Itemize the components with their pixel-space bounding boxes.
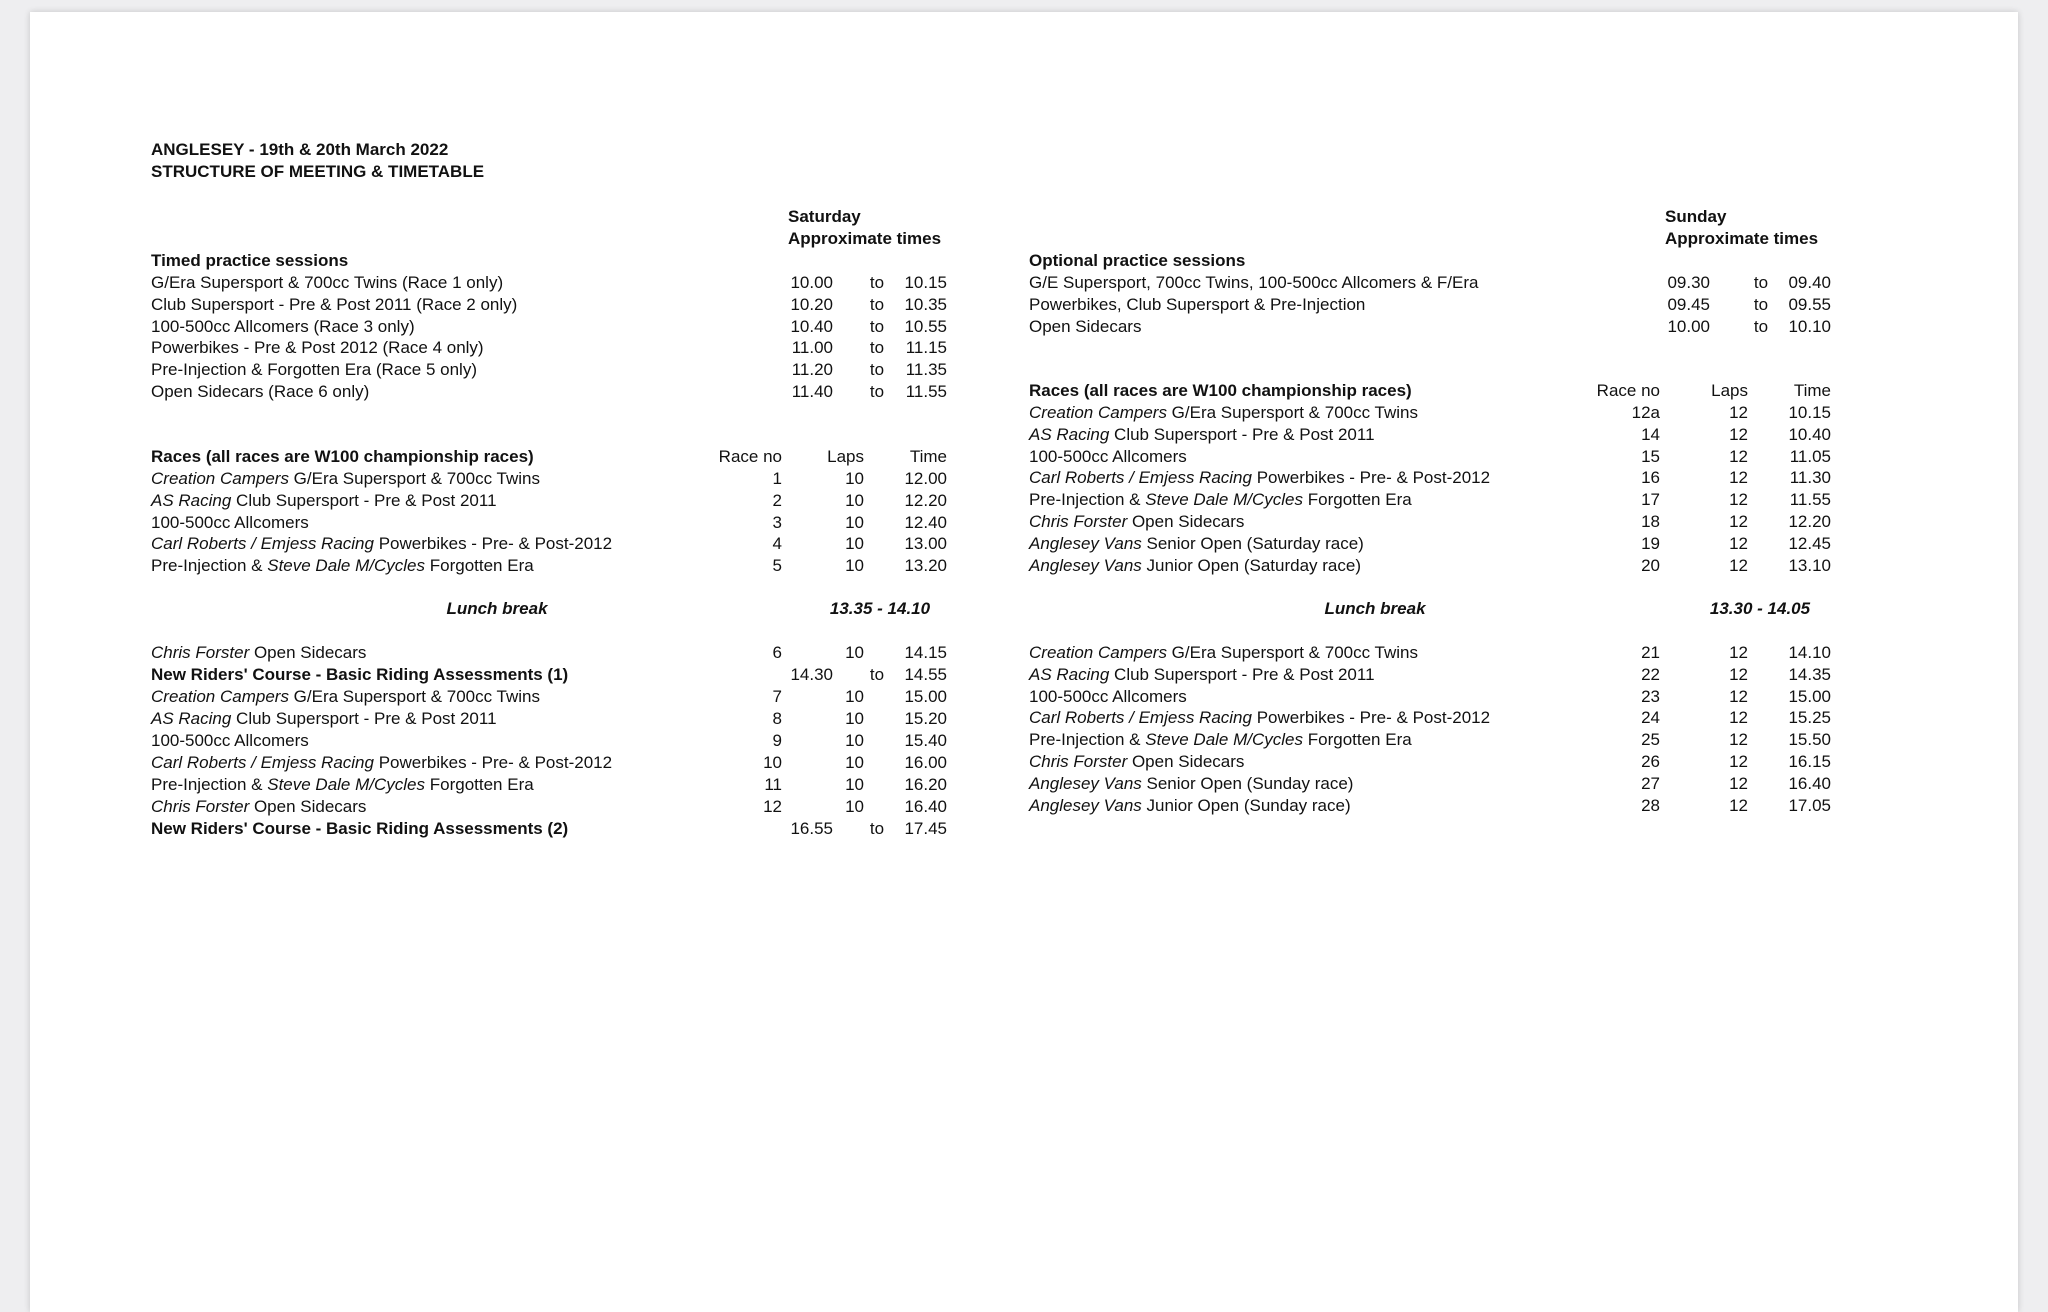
race-number: 15 — [1641, 446, 1660, 466]
race-number: 18 — [1641, 512, 1660, 531]
race-laps: 10 — [845, 512, 864, 532]
race-sponsor-2: Steve Dale M/Cycles — [267, 775, 426, 794]
race-class: Open Sidecars — [249, 643, 367, 662]
race-time: 12.45 — [1788, 533, 1831, 553]
race-sponsor: AS Racing — [151, 490, 232, 510]
race-name — [1029, 511, 1589, 533]
saturday-practice-heading: Timed practice sessions — [151, 251, 349, 270]
race-sponsor: Creation Campers — [151, 687, 289, 706]
race-sponsor: Anglesey Vans — [1029, 555, 1142, 575]
race-class: Junior Open (Saturday race) — [1141, 555, 1361, 575]
race-name — [151, 774, 711, 796]
race-time: 16.20 — [904, 775, 947, 794]
race-laps: 12 — [1729, 664, 1748, 684]
race-laps: 10 — [845, 534, 864, 554]
race-name — [151, 555, 711, 577]
time-from: 11.40 — [791, 382, 833, 401]
race-name — [151, 796, 711, 818]
time-until: 09.40 — [1788, 273, 1831, 292]
sunday-races-heading: Races (all races are W100 championship races) — [1029, 381, 1412, 400]
race-number: 14 — [1641, 424, 1660, 444]
race-number: 28 — [1641, 795, 1660, 815]
race-number: 12 — [763, 797, 782, 816]
race-name — [1029, 489, 1589, 511]
race-name — [1029, 686, 1589, 708]
race-sponsor: AS Racing — [1029, 424, 1110, 444]
race-name — [151, 730, 711, 752]
race-sponsor: Chris Forster — [151, 643, 250, 662]
time-to: to — [869, 273, 885, 292]
race-class: Open Sidecars — [1127, 512, 1245, 531]
race-class: 100-500cc Allcomers — [1029, 446, 1187, 466]
race-sponsor-2: Steve Dale M/Cycles — [1145, 490, 1304, 510]
race-class: G/Era Supersport & 700cc Twins — [1166, 403, 1418, 422]
race-laps: 10 — [845, 469, 864, 488]
time-from: 10.20 — [790, 294, 833, 314]
title-line-2: STRUCTURE OF MEETING & TIMETABLE — [151, 162, 485, 181]
race-time: 12.20 — [904, 490, 947, 510]
practice-session-name: Pre-Injection & Forgotten Era (Race 5 only) — [151, 360, 477, 380]
race-laps: 10 — [845, 687, 864, 706]
practice-session-name: Powerbikes - Pre & Post 2012 (Race 4 only) — [151, 338, 484, 358]
race-number: 6 — [772, 643, 782, 662]
sunday-lunch-time: 13.30 - 14.05 — [1709, 599, 1811, 618]
race-time: 15.20 — [904, 709, 947, 728]
time-from: 16.55 — [790, 819, 833, 838]
new-riders-course-1: New Riders' Course - Basic Riding Assessments (1) — [151, 665, 569, 684]
race-laps: 10 — [845, 797, 864, 816]
time-from: 10.00 — [1667, 316, 1710, 336]
race-laps: 12 — [1729, 403, 1748, 422]
race-class: Club Supersport - Pre & Post 2011 — [231, 490, 497, 510]
race-sponsor: Creation Campers — [151, 469, 289, 488]
col-laps: Laps — [827, 447, 864, 466]
race-laps: 10 — [845, 753, 864, 772]
race-time: 15.25 — [1788, 708, 1831, 728]
race-name — [151, 708, 711, 730]
saturday-lunch-label: Lunch break — [446, 599, 548, 618]
time-until: 11.15 — [905, 338, 947, 358]
race-number: 8 — [772, 709, 782, 728]
race-class: G/Era Supersport & 700cc Twins — [288, 469, 540, 488]
race-time: 14.10 — [1788, 643, 1831, 662]
race-time: 15.00 — [904, 687, 947, 706]
race-laps: 12 — [1729, 555, 1748, 575]
race-number: 5 — [772, 556, 782, 576]
practice-session-name: Open Sidecars — [1029, 316, 1142, 336]
race-laps: 10 — [845, 490, 864, 510]
time-to: to — [869, 338, 885, 358]
race-number: 4 — [772, 534, 782, 554]
race-sponsor: Anglesey Vans — [1029, 773, 1142, 793]
time-to: to — [869, 819, 885, 838]
race-class: Open Sidecars — [249, 797, 367, 816]
race-class-suffix: Forgotten Era — [1303, 490, 1412, 510]
race-name — [1029, 642, 1589, 664]
race-number: 22 — [1641, 664, 1660, 684]
race-class-suffix: Forgotten Era — [1303, 730, 1412, 750]
race-class: Club Supersport - Pre & Post 2011 — [1109, 424, 1375, 444]
race-time: 13.00 — [904, 534, 947, 554]
race-name — [1029, 402, 1589, 424]
race-number: 9 — [772, 731, 782, 750]
race-name — [1029, 467, 1589, 489]
time-until: 17.45 — [904, 819, 947, 838]
race-number: 16 — [1641, 468, 1660, 488]
race-laps: 12 — [1729, 686, 1748, 706]
race-number: 21 — [1641, 643, 1660, 662]
race-sponsor: AS Racing — [1029, 664, 1110, 684]
saturday-day-label: Saturday — [788, 207, 861, 226]
race-name — [151, 642, 711, 664]
race-class: Junior Open (Sunday race) — [1141, 795, 1351, 815]
race-number: 19 — [1641, 533, 1660, 553]
practice-session-name: Powerbikes, Club Supersport & Pre-Injection — [1029, 294, 1366, 314]
race-sponsor: Carl Roberts / Emjess Racing — [151, 753, 374, 772]
new-riders-course-2: New Riders' Course - Basic Riding Assessments (2) — [151, 819, 569, 838]
race-time: 16.15 — [1788, 752, 1831, 771]
race-time: 13.10 — [1788, 555, 1831, 575]
race-time: 10.40 — [1788, 424, 1831, 444]
time-until: 14.55 — [904, 665, 947, 684]
time-from: 09.30 — [1667, 273, 1710, 292]
race-number: 24 — [1641, 708, 1660, 728]
col-laps: Laps — [1711, 381, 1748, 400]
race-sponsor: Creation Campers — [1029, 643, 1167, 662]
race-name — [1029, 446, 1589, 468]
race-time: 15.50 — [1788, 730, 1831, 750]
race-sponsor: Chris Forster — [151, 797, 250, 816]
sunday-approx-label: Approximate times — [1665, 229, 1819, 248]
time-to: to — [1753, 273, 1769, 292]
race-time: 11.05 — [1789, 446, 1831, 466]
race-sponsor: Anglesey Vans — [1029, 533, 1142, 553]
race-class: G/Era Supersport & 700cc Twins — [1166, 643, 1418, 662]
time-to: to — [869, 360, 885, 380]
race-class: Powerbikes - Pre- & Post-2012 — [373, 753, 613, 772]
time-to: to — [1753, 294, 1769, 314]
race-class: Senior Open (Sunday race) — [1141, 773, 1354, 793]
race-name — [1029, 664, 1589, 686]
race-time: 16.40 — [904, 797, 947, 816]
race-laps: 12 — [1729, 490, 1748, 510]
race-laps: 12 — [1729, 752, 1748, 771]
saturday-races-heading: Races (all races are W100 championship races) — [151, 447, 534, 466]
race-number: 20 — [1641, 555, 1660, 575]
time-from: 11.00 — [791, 338, 833, 358]
race-name — [1029, 424, 1589, 446]
race-time: 14.15 — [904, 643, 947, 662]
race-time: 12.40 — [904, 512, 947, 532]
race-class: Club Supersport - Pre & Post 2011 — [231, 709, 497, 728]
race-sponsor: Creation Campers — [1029, 403, 1167, 422]
race-laps: 12 — [1729, 643, 1748, 662]
race-number: 27 — [1641, 773, 1660, 793]
race-name — [1029, 555, 1589, 577]
race-number: 2 — [772, 490, 782, 510]
col-race-no: Race no — [1596, 381, 1660, 400]
race-name — [151, 752, 711, 774]
practice-session-name: G/E Supersport, 700cc Twins, 100-500cc Allcomers & F/Era — [1029, 273, 1479, 292]
race-time: 16.40 — [1788, 773, 1831, 793]
saturday-approx-label: Approximate times — [788, 229, 942, 248]
race-number: 10 — [763, 753, 782, 772]
race-class: 100-500cc Allcomers — [151, 731, 309, 750]
race-number: 26 — [1641, 752, 1660, 771]
race-name — [151, 512, 711, 534]
time-until: 10.15 — [904, 273, 947, 292]
race-time: 11.30 — [1789, 468, 1831, 488]
time-from: 11.20 — [791, 360, 833, 380]
time-from: 14.30 — [790, 665, 833, 684]
race-sponsor-2: Steve Dale M/Cycles — [1145, 730, 1304, 750]
race-sponsor: Carl Roberts / Emjess Racing — [151, 534, 374, 554]
race-number: 25 — [1641, 730, 1660, 750]
race-time: 15.40 — [904, 731, 947, 750]
race-name — [151, 490, 711, 512]
race-class: Club Supersport - Pre & Post 2011 — [1109, 664, 1375, 684]
race-name — [1029, 795, 1589, 817]
race-laps: 12 — [1729, 795, 1748, 815]
time-until: 10.10 — [1788, 316, 1831, 336]
time-until: 10.55 — [904, 316, 947, 336]
race-name — [1029, 773, 1589, 795]
race-sponsor: Chris Forster — [1029, 512, 1128, 531]
race-laps: 10 — [845, 643, 864, 662]
col-race-no: Race no — [718, 447, 782, 466]
time-from: 09.45 — [1667, 294, 1710, 314]
race-class: Pre-Injection & — [1029, 490, 1146, 510]
race-name — [1029, 729, 1589, 751]
race-name — [1029, 751, 1589, 773]
race-class-suffix: Forgotten Era — [425, 775, 534, 794]
practice-session-name: G/Era Supersport & 700cc Twins (Race 1 only) — [151, 273, 504, 292]
race-number: 3 — [772, 512, 782, 532]
practice-session-name: Club Supersport - Pre & Post 2011 (Race 2 only) — [151, 294, 518, 314]
race-sponsor: AS Racing — [151, 709, 232, 728]
race-class: Powerbikes - Pre- & Post-2012 — [1251, 708, 1491, 728]
race-number: 1 — [772, 469, 782, 488]
saturday-lunch-time: 13.35 - 14.10 — [829, 599, 931, 618]
race-class: Pre-Injection & — [151, 556, 268, 576]
time-from: 10.00 — [790, 273, 833, 292]
race-name — [151, 533, 711, 555]
race-time: 12.00 — [904, 469, 947, 488]
race-laps: 12 — [1729, 446, 1748, 466]
race-number: 23 — [1641, 686, 1660, 706]
race-class: 100-500cc Allcomers — [1029, 686, 1187, 706]
race-laps: 12 — [1729, 730, 1748, 750]
time-to: to — [869, 665, 885, 684]
race-class: G/Era Supersport & 700cc Twins — [288, 687, 540, 706]
race-time: 13.20 — [904, 556, 947, 576]
race-class: Pre-Injection & — [151, 775, 268, 794]
race-name — [151, 468, 711, 490]
practice-session-name: Open Sidecars (Race 6 only) — [151, 382, 370, 401]
time-to: to — [869, 316, 885, 336]
race-class: Powerbikes - Pre- & Post-2012 — [1251, 468, 1491, 488]
document-title — [151, 139, 484, 183]
race-number: 17 — [1641, 490, 1660, 510]
race-time: 16.00 — [904, 753, 947, 772]
race-sponsor-2: Steve Dale M/Cycles — [267, 556, 426, 576]
race-name — [1029, 533, 1589, 555]
race-sponsor: Carl Roberts / Emjess Racing — [1029, 468, 1252, 488]
race-class: Open Sidecars — [1127, 752, 1245, 771]
race-class: Powerbikes - Pre- & Post-2012 — [373, 534, 613, 554]
race-sponsor: Anglesey Vans — [1029, 795, 1142, 815]
race-class: 100-500cc Allcomers — [151, 512, 309, 532]
race-number: 12a — [1631, 403, 1660, 422]
time-until: 10.35 — [904, 294, 947, 314]
race-name — [1029, 707, 1589, 729]
col-time: Time — [1793, 381, 1831, 400]
race-laps: 12 — [1729, 708, 1748, 728]
race-laps: 10 — [845, 731, 864, 750]
sunday-practice-heading: Optional practice sessions — [1029, 251, 1246, 270]
race-time: 12.20 — [1788, 512, 1831, 531]
sunday-lunch-label: Lunch break — [1324, 599, 1426, 618]
col-time: Time — [909, 447, 947, 466]
race-time: 11.55 — [1789, 490, 1831, 510]
race-laps: 12 — [1729, 512, 1748, 531]
race-name — [151, 686, 711, 708]
race-laps: 12 — [1729, 468, 1748, 488]
time-until: 09.55 — [1788, 294, 1831, 314]
race-laps: 12 — [1729, 773, 1748, 793]
time-from: 10.40 — [790, 316, 833, 336]
race-time: 10.15 — [1788, 403, 1831, 422]
practice-session-name: 100-500cc Allcomers (Race 3 only) — [151, 316, 415, 336]
race-time: 15.00 — [1788, 686, 1831, 706]
title-line-1: ANGLESEY - 19th & 20th March 2022 — [151, 140, 449, 159]
time-to: to — [869, 294, 885, 314]
time-until: 11.55 — [905, 382, 947, 401]
race-time: 17.05 — [1788, 795, 1831, 815]
time-until: 11.35 — [905, 360, 947, 380]
race-sponsor: Carl Roberts / Emjess Racing — [1029, 708, 1252, 728]
race-laps: 12 — [1729, 424, 1748, 444]
race-sponsor: Chris Forster — [1029, 752, 1128, 771]
race-time: 14.35 — [1788, 664, 1831, 684]
race-number: 7 — [772, 687, 782, 706]
race-class: Pre-Injection & — [1029, 730, 1146, 750]
race-laps: 12 — [1729, 533, 1748, 553]
time-to: to — [1753, 316, 1769, 336]
race-class-suffix: Forgotten Era — [425, 556, 534, 576]
time-to: to — [869, 382, 885, 401]
race-class: Senior Open (Saturday race) — [1141, 533, 1364, 553]
race-laps: 10 — [845, 709, 864, 728]
race-laps: 10 — [845, 775, 864, 794]
sunday-day-label: Sunday — [1665, 207, 1727, 226]
race-laps: 10 — [845, 556, 864, 576]
race-number: 11 — [764, 775, 782, 794]
